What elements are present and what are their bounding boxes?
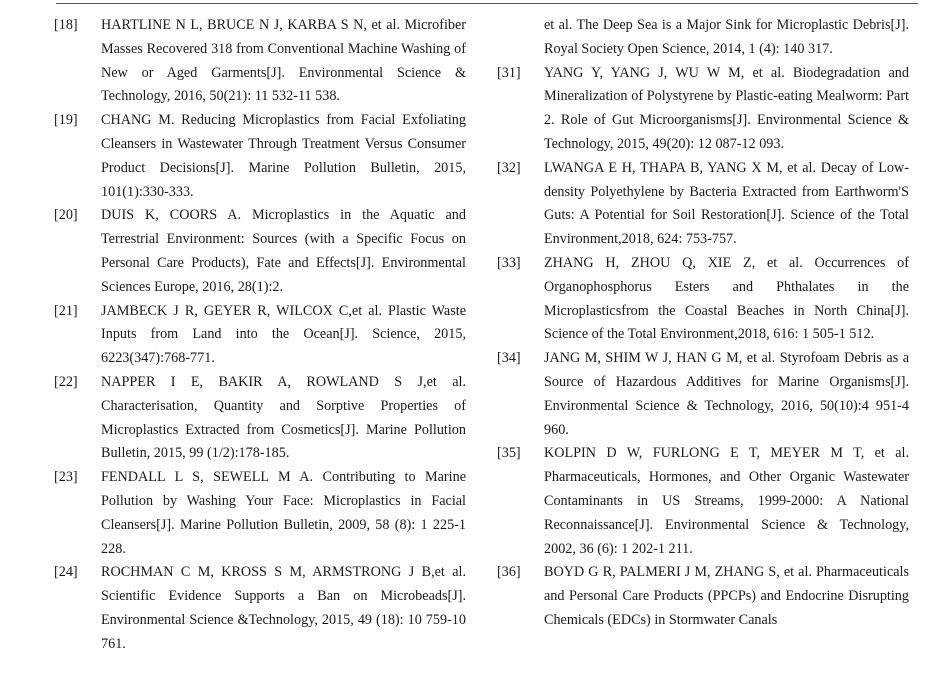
reference-entry bbox=[497, 157, 909, 252]
reference-column-left bbox=[54, 14, 466, 657]
reference-number: [24] bbox=[54, 564, 78, 581]
reference-text: NAPPER I E, BAKIR A, ROWLAND S J,et al. Characterisation, Quantity and Sorptive Properties of Microplastics Extracted from Cosmetics[J]. Marine Pollution Bulletin, 2015, 99 (1/2):178-185. bbox=[101, 373, 466, 462]
reference-number: [21] bbox=[54, 302, 78, 319]
reference-entry bbox=[497, 561, 909, 632]
reference-entry bbox=[497, 442, 909, 561]
top-rule bbox=[56, 3, 918, 4]
reference-entry bbox=[54, 466, 466, 561]
reference-number: [34] bbox=[497, 350, 521, 367]
reference-text: YANG Y, YANG J, WU W M, et al. Biodegradation and Mineralization of Polystyrene by Plastic-eating Mealworm: Part 2. Role of Gut Microorganisms[J]. Environmental Science & Technology, 2015, 49(20): 12 087-12 093. bbox=[544, 64, 909, 152]
reference-text: et al. The Deep Sea is a Major Sink for Microplastic Debris[J]. Royal Society Open Science, 2014, 1 (4): 140 317. bbox=[544, 17, 909, 57]
reference-number: [23] bbox=[54, 469, 78, 486]
reference-number: [33] bbox=[497, 254, 521, 271]
reference-text: ROCHMAN C M, KROSS S M, ARMSTRONG J B,et al. Scientific Evidence Supports a Ban on Microbeads[J]. Environmental Science &Technology, 2015, 49 (18): 10 759-10 761. bbox=[101, 564, 466, 652]
reference-number: [32] bbox=[497, 159, 521, 176]
reference-text: FENDALL L S, SEWELL M A. Contributing to Marine Pollution by Washing Your Face: Microplastics in Facial Cleansers[J]. Marine Pollution Bulletin, 2009, 58 (8): 1 225-1 228. bbox=[101, 469, 466, 557]
reference-entry bbox=[54, 109, 466, 204]
reference-text: BOYD G R, PALMERI J M, ZHANG S, et al. Pharmaceuticals and Personal Care Products (PPCPs) and Endocrine Disrupting Chemicals (EDCs) in Stormwater Canals bbox=[544, 564, 909, 628]
reference-entry bbox=[497, 252, 909, 347]
reference-number: [18] bbox=[54, 17, 78, 33]
reference-entry bbox=[497, 62, 909, 157]
reference-text: LWANGA E H, THAPA B, YANG X M, et al. Decay of Low-density Polyethylene by Bacteria Extracted from Earthworm'S Guts: A Potential for Soil Restoration[J]. Science of the Total Environment,2018, 624: 753-757. bbox=[544, 159, 909, 248]
reference-text: DUIS K, COORS A. Microplastics in the Aquatic and Terrestrial Environment: Sources (with a Specific Focus on Personal Care Products), Fate and Effects[J]. Environmental Sciences Europe, 2016, 28(1):2. bbox=[101, 207, 466, 295]
reference-text: JAMBECK J R, GEYER R, WILCOX C,et al. Plastic Waste Inputs from Land into the Ocean[J]. Science, 2015, 6223(347):768-771. bbox=[101, 302, 466, 367]
reference-number: [36] bbox=[497, 564, 521, 581]
reference-text: JANG M, SHIM W J, HAN G M, et al. Styrofoam Debris as a Source of Hazardous Additives for Marine Organisms[J]. Environmental Science & Technology, 2016, 50(10):4 951-4 960. bbox=[544, 350, 909, 438]
reference-number: [22] bbox=[54, 373, 78, 390]
reference-entry-continued bbox=[497, 14, 909, 62]
reference-entry bbox=[497, 347, 909, 442]
reference-text: HARTLINE N L, BRUCE N J, KARBA S N, et al. Microfiber Masses Recovered 318 from Conventional Machine Washing of New or Aged Garments[J]. Environmental Science & Technology, 2016, 50(21): 11 532-11 538. bbox=[101, 17, 466, 105]
reference-number: [31] bbox=[497, 64, 521, 81]
reference-number: [35] bbox=[497, 445, 521, 462]
reference-entry bbox=[54, 561, 466, 656]
reference-entry bbox=[54, 371, 466, 466]
reference-column-right bbox=[497, 14, 909, 633]
reference-entry bbox=[54, 14, 466, 109]
reference-entry bbox=[54, 204, 466, 299]
reference-number: [19] bbox=[54, 112, 78, 129]
reference-entry bbox=[54, 300, 466, 371]
reference-text: CHANG M. Reducing Microplastics from Facial Exfoliating Cleansers in Wastewater Through Treatment Versus Consumer Product Decisions[J]. Marine Pollution Bulletin, 2015, 101(1):330-333. bbox=[101, 112, 466, 200]
reference-text: ZHANG H, ZHOU Q, XIE Z, et al. Occurrences of Organophosphorus Esters and Phthalates in the Microplasticsfrom the Coastal Beaches in North China[J]. Science of the Total Environment,2018, 616: 1 505-1 512. bbox=[544, 254, 909, 343]
reference-text: KOLPIN D W, FURLONG E T, MEYER M T, et al. Pharmaceuticals, Hormones, and Other Organic Wastewater Contaminants in US Streams, 1999-2000: A National Reconnaissance[J]. Environmental Science & Technology, 2002, 36 (6): 1 202-1 211. bbox=[544, 445, 909, 557]
reference-number: [20] bbox=[54, 207, 78, 224]
